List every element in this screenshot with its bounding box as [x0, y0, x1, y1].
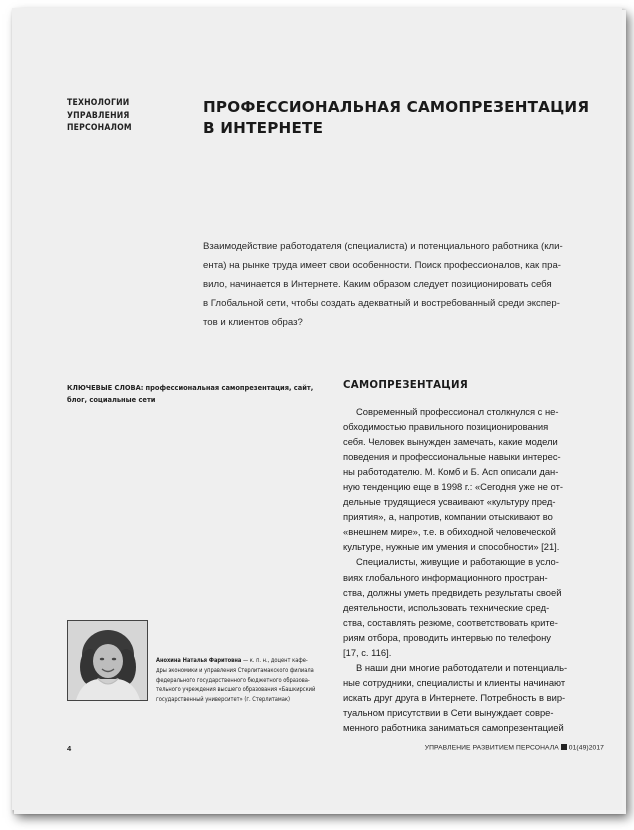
body-line: поведения и профессиональные навыки интерес-	[343, 451, 561, 463]
keywords-label: КЛЮЧЕВЫЕ СЛОВА:	[67, 383, 144, 392]
body-line: ную тенденцию еще в 1998 г.: «Сегодня уже не от-	[343, 481, 564, 493]
lead-line: ента) на рынке труда имеет свои особенности. Поиск профессионалов, как пра-	[203, 260, 561, 271]
body-line: себя. Человек вынужден замечать, какие модели	[343, 436, 558, 448]
body-line: виях глобального информационного простран-	[343, 571, 548, 583]
lead-line: в Глобальной сети, чтобы создать адекватный и востребованный среди экспер-	[203, 298, 560, 309]
body-line: риям отбора, проводить интервью по телефону	[343, 631, 551, 643]
section-label-line: УПРАВЛЕНИЯ	[67, 110, 130, 121]
keywords-text: профессиональная самопрезентация, сайт,	[145, 383, 314, 392]
keywords-block	[67, 382, 329, 405]
author-description: тельного учреждения высшего образования «Башкирский	[156, 687, 316, 694]
journal-footer	[425, 744, 604, 752]
author-name: Анохина Наталья Фаритовна	[156, 658, 242, 664]
section-label	[67, 97, 167, 135]
body-line: приятия», а, напротив, компании отыскивают во	[343, 511, 553, 523]
article-title-line: В ИНТЕРНЕТЕ	[203, 119, 324, 137]
body-line: В наши дни многие работодатели и потенциаль-	[356, 661, 568, 673]
author-info	[156, 657, 331, 706]
body-line: Современный профессионал столкнулся с не-	[356, 406, 559, 417]
body-line: Специалисты, живущие и работающие в усло-	[356, 556, 559, 568]
body-line: туальном присутствии в Сети вынуждает совре-	[343, 706, 554, 718]
author-description: дры экономики и управления Стерлитамакского филиала	[156, 667, 314, 674]
section-label-line: ТЕХНОЛОГИИ	[67, 98, 130, 108]
article-title	[203, 97, 593, 139]
body-line: менного работника заниматься самопрезентацией	[343, 721, 564, 733]
body-line: деятельности, использовать технические сред-	[343, 601, 550, 613]
body-line: «внешнем мире», т.е. в обиходной человеческой	[343, 526, 556, 538]
lead-line: вило, начинается в Интернете. Каким образом следует позиционировать себя	[203, 279, 552, 290]
journal-issue: 01(49)2017	[568, 744, 604, 752]
author-photo	[67, 620, 148, 701]
article-title-line: ПРОФЕССИОНАЛЬНАЯ САМОПРЕЗЕНТАЦИЯ	[203, 98, 590, 116]
author-description: государственный университет» (г. Стерлитамак)	[156, 697, 291, 704]
journal-name: УПРАВЛЕНИЕ РАЗВИТИЕМ ПЕРСОНАЛА	[424, 744, 559, 752]
body-line: обходимостью правильного позиционирования	[343, 421, 549, 433]
lead-paragraph	[203, 237, 593, 332]
author-description: — к. п. н., доцент кафе-	[241, 658, 308, 664]
keywords-text: блог, социальные сети	[67, 394, 156, 404]
section-heading: САМОПРЕЗЕНТАЦИЯ	[343, 380, 468, 391]
body-line: [17, с. 116].	[343, 646, 392, 658]
author-description: федерального государственного бюджетного образова-	[156, 677, 310, 684]
body-line: культуре, нужные им умения и способности» [21].	[343, 541, 560, 553]
body-line: искать друг друга в Интернете. Потребность в вир-	[343, 691, 566, 703]
body-text	[343, 404, 595, 735]
square-bullet-icon	[561, 744, 567, 750]
author-portrait-image	[68, 621, 147, 700]
section-label-line: ПЕРСОНАЛОМ	[67, 123, 132, 133]
page-number: 4	[67, 744, 72, 753]
body-line: ные сотрудники, специалисты и клиенты начинают	[343, 676, 566, 688]
lead-line: Взаимодействие работодателя (специалиста) и потенциального работника (кли-	[203, 241, 563, 252]
body-line: ны работодателю. М. Комб и Б. Асп описали дан-	[343, 466, 559, 478]
body-line: дельные трудящиеся усваивают «культуру пред-	[343, 496, 556, 508]
body-line: ства, составлять резюме, соответствовать крите-	[343, 616, 558, 628]
lead-line: тов и клиентов образ?	[203, 317, 303, 328]
body-line: ства, должны уметь предвидеть результаты своей	[343, 586, 562, 598]
